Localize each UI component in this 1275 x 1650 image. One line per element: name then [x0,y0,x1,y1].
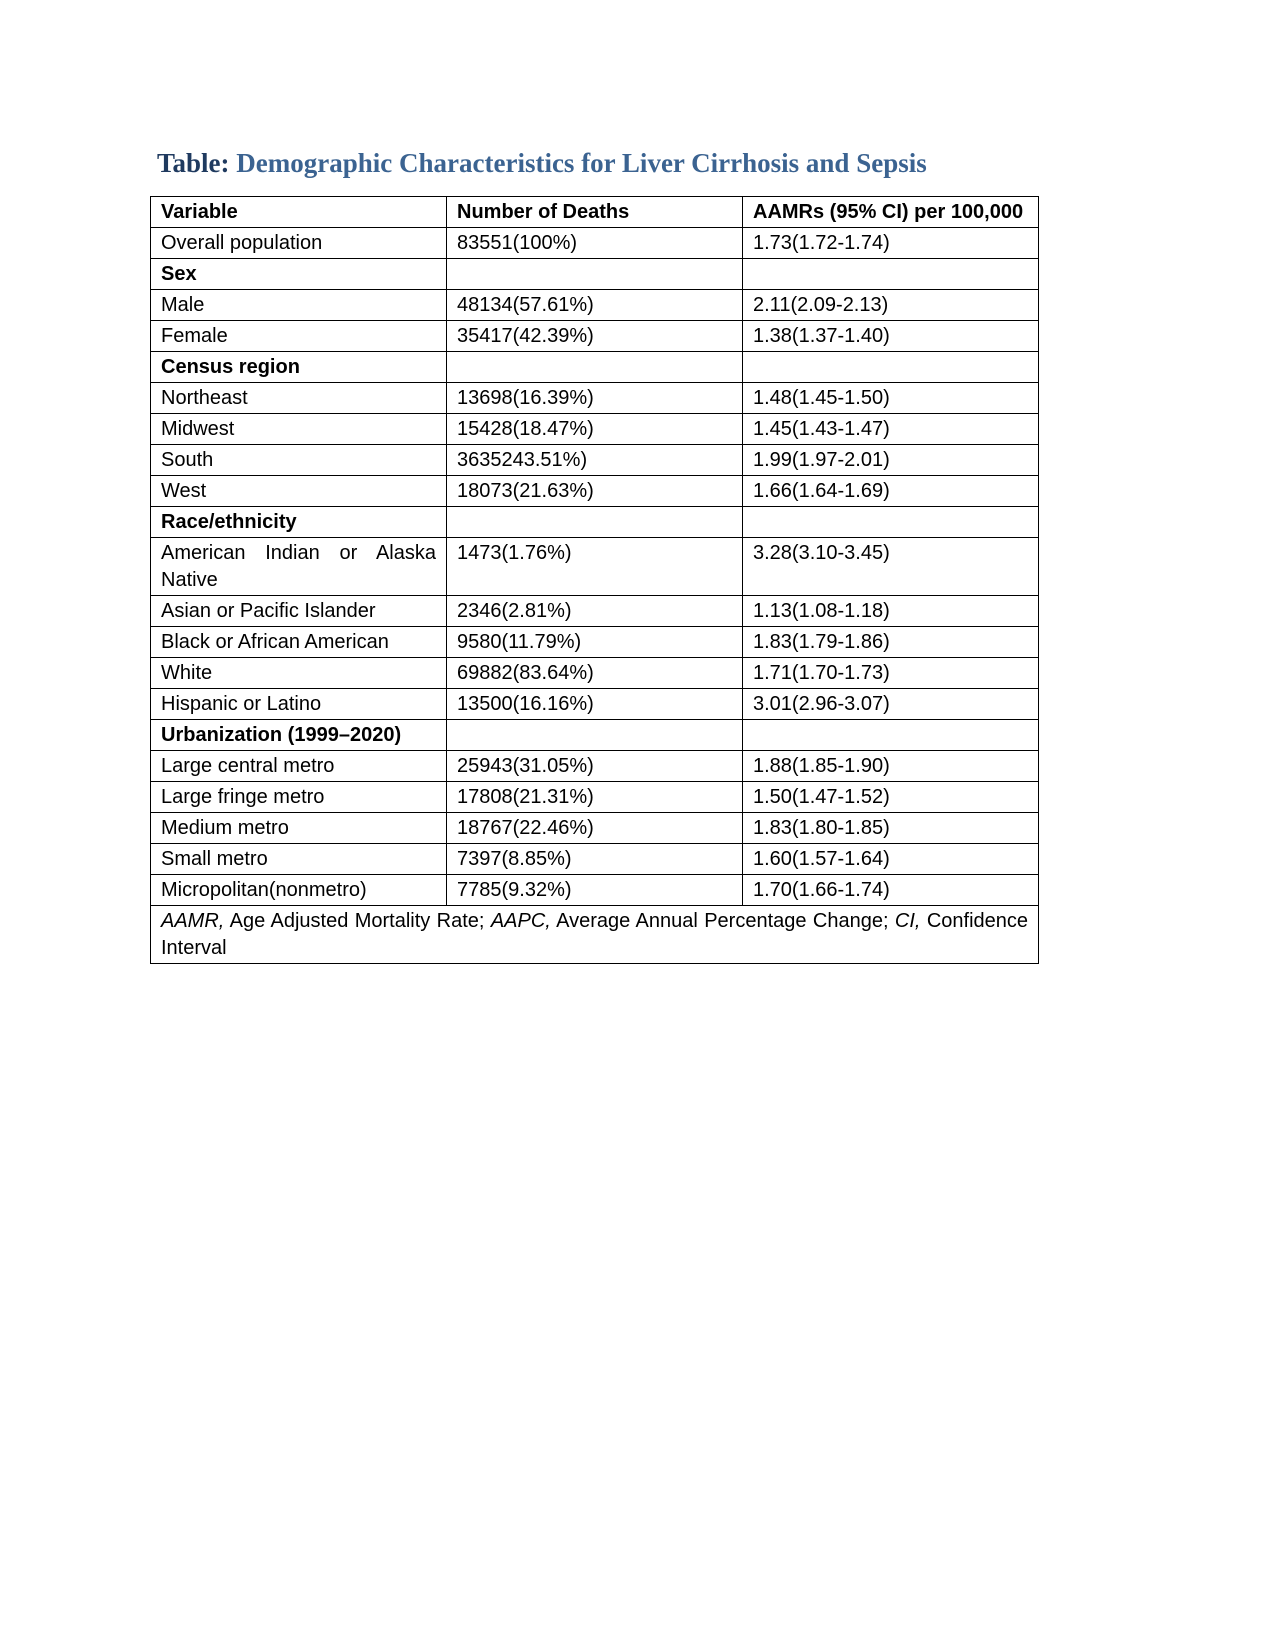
row-deaths: 1473(1.76%) [447,538,743,596]
table-row [151,538,1039,596]
table-row [151,689,1039,720]
row-deaths: 2346(2.81%) [447,596,743,627]
row-deaths: 48134(57.61%) [447,290,743,321]
table-row [151,875,1039,906]
row-deaths: 7397(8.85%) [447,844,743,875]
row-deaths: 25943(31.05%) [447,751,743,782]
row-label: Midwest [151,414,447,445]
empty-cell [743,352,1039,383]
row-deaths: 83551(100%) [447,228,743,259]
row-label: Large central metro [151,751,447,782]
table-caption [157,148,927,179]
footnote-def-aamr: Age Adjusted Mortality Rate; [229,910,485,932]
row-label: Hispanic or Latino [151,689,447,720]
row-aamr: 2.11(2.09-2.13) [743,290,1039,321]
table-row [151,414,1039,445]
row-label: South [151,445,447,476]
group-row-sex [151,259,1039,290]
empty-cell [743,507,1039,538]
table-row [151,627,1039,658]
row-aamr: 1.38(1.37-1.40) [743,321,1039,352]
row-label: Micropolitan(nonmetro) [151,875,447,906]
empty-cell [447,507,743,538]
group-label: Census region [151,352,447,383]
group-label: Race/ethnicity [151,507,447,538]
row-aamr: 3.01(2.96-3.07) [743,689,1039,720]
table-row [151,321,1039,352]
row-aamr: 1.70(1.66-1.74) [743,875,1039,906]
row-aamr: 1.99(1.97-2.01) [743,445,1039,476]
row-deaths: 9580(11.79%) [447,627,743,658]
empty-cell [447,352,743,383]
row-deaths: 35417(42.39%) [447,321,743,352]
empty-cell [743,720,1039,751]
row-aamr: 1.50(1.47-1.52) [743,782,1039,813]
table-row [151,751,1039,782]
table-row [151,476,1039,507]
caption-prefix: Table: [157,148,230,178]
footnote-def-ci: Confidence Interval [161,910,1029,959]
footnote-abbr-aapc: AAPC, [490,910,551,932]
row-deaths: 69882(83.64%) [447,658,743,689]
table-row [151,383,1039,414]
row-label: Asian or Pacific Islander [151,596,447,627]
row-label: West [151,476,447,507]
row-label: Northeast [151,383,447,414]
header-variable: Variable [151,197,447,228]
row-aamr: 1.73(1.72-1.74) [743,228,1039,259]
row-aamr: 1.83(1.79-1.86) [743,627,1039,658]
table-header-row [151,197,1039,228]
empty-cell [447,259,743,290]
table-row [151,782,1039,813]
header-aamr: AAMRs (95% CI) per 100,000 [743,197,1039,228]
footnote-abbr-aamr: AAMR, [161,910,225,932]
row-label: Medium metro [151,813,447,844]
table-row [151,813,1039,844]
row-deaths: 13698(16.39%) [447,383,743,414]
row-aamr: 1.83(1.80-1.85) [743,813,1039,844]
row-aamr: 1.48(1.45-1.50) [743,383,1039,414]
group-row-region [151,352,1039,383]
row-aamr: 1.60(1.57-1.64) [743,844,1039,875]
footnote-row [151,906,1039,964]
group-row-race [151,507,1039,538]
row-label: Overall population [151,228,447,259]
table-row [151,228,1039,259]
footnote-def-aapc: Average Annual Percentage Change; [556,910,889,932]
row-label: Small metro [151,844,447,875]
row-aamr: 1.13(1.08-1.18) [743,596,1039,627]
row-aamr: 1.88(1.85-1.90) [743,751,1039,782]
table-row [151,596,1039,627]
footnote-abbr-ci: CI, [894,910,921,932]
row-deaths: 18767(22.46%) [447,813,743,844]
row-aamr: 1.66(1.64-1.69) [743,476,1039,507]
row-label: Male [151,290,447,321]
row-deaths: 18073(21.63%) [447,476,743,507]
table-footnote [151,906,1039,964]
group-label: Urbanization (1999–2020) [151,720,447,751]
row-label: White [151,658,447,689]
row-label: Large fringe metro [151,782,447,813]
row-aamr: 1.45(1.43-1.47) [743,414,1039,445]
table-row [151,445,1039,476]
demographics-table [150,196,1039,964]
group-row-urbanization [151,720,1039,751]
caption-title: Demographic Characteristics for Liver Cirrhosis and Sepsis [236,148,927,178]
table-row [151,290,1039,321]
row-deaths: 7785(9.32%) [447,875,743,906]
table-row [151,658,1039,689]
row-label: American Indian or Alaska Native [151,538,447,596]
row-aamr: 3.28(3.10-3.45) [743,538,1039,596]
row-label: Female [151,321,447,352]
row-deaths: 3635243.51%) [447,445,743,476]
group-label: Sex [151,259,447,290]
empty-cell [743,259,1039,290]
row-deaths: 13500(16.16%) [447,689,743,720]
row-label: Black or African American [151,627,447,658]
row-deaths: 17808(21.31%) [447,782,743,813]
empty-cell [447,720,743,751]
table-row [151,844,1039,875]
row-aamr: 1.71(1.70-1.73) [743,658,1039,689]
row-deaths: 15428(18.47%) [447,414,743,445]
header-deaths: Number of Deaths [447,197,743,228]
